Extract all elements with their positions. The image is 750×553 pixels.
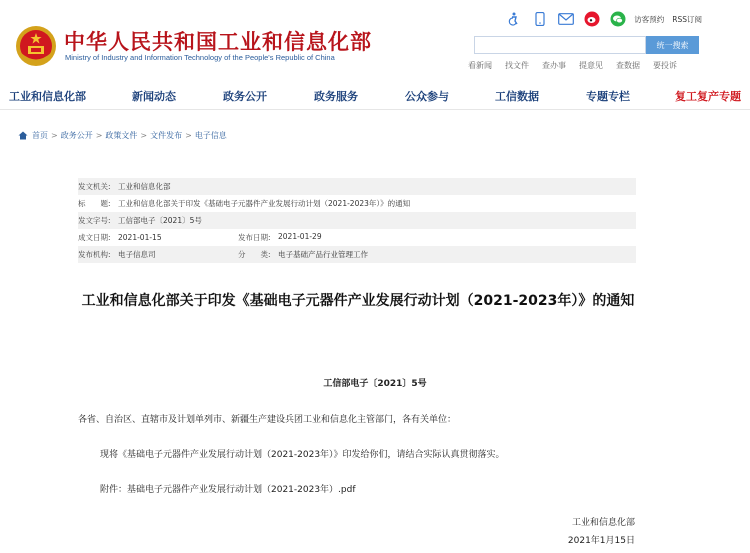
- article-title: 工业和信息化部关于印发《基础电子元器件产业发展行动计划（2021-2023年）》的通知: [81, 293, 635, 309]
- nav-item-topics[interactable]: 专题专栏: [586, 90, 630, 103]
- written-date-value: 2021-01-15: [118, 233, 162, 242]
- national-emblem-icon[interactable]: [14, 24, 58, 68]
- breadcrumb-separator: >: [51, 131, 58, 140]
- breadcrumb-separator: >: [185, 131, 192, 140]
- info-row-docno: [78, 212, 636, 229]
- main-nav: [0, 82, 750, 110]
- search-bar: [474, 36, 699, 54]
- nav-item-home[interactable]: 工业和信息化部: [9, 90, 86, 103]
- issuer-label: 发文机关:: [78, 182, 111, 191]
- top-links: [496, 10, 702, 28]
- site-subtitle: Ministry of Industry and Information Technology of the People's Republic of China: [65, 53, 335, 62]
- quick-link-complaint[interactable]: 要投诉: [653, 61, 677, 70]
- article-signature: 工业和信息化部: [571, 518, 635, 528]
- article-docno: 工信部电子〔2021〕5号: [323, 379, 427, 389]
- article-body: 现将《基础电子元器件产业发展行动计划（2021-2023年）》印发给你们，请结合实际认真贯彻落实。: [100, 450, 505, 460]
- category-value: 电子基础产品行业管理工作: [278, 250, 368, 259]
- breadcrumb-release[interactable]: 文件发布: [150, 131, 183, 140]
- site-title[interactable]: 中华人民共和国工业和信息化部: [64, 30, 372, 54]
- published-date-value: 2021-01-29: [278, 232, 322, 241]
- org-label: 发布机构:: [78, 250, 111, 259]
- category: [238, 249, 368, 260]
- nav-item-news[interactable]: 新闻动态: [132, 90, 176, 103]
- site-header: [0, 0, 750, 78]
- docno-value: 工信部电子〔2021〕5号: [118, 216, 202, 225]
- nav-item-participation[interactable]: 公众参与: [405, 90, 449, 103]
- nav-item-data[interactable]: 工信数据: [495, 90, 539, 103]
- nav-item-services[interactable]: 政务服务: [314, 90, 358, 103]
- issuer-value: 工业和信息化部: [118, 182, 171, 191]
- weibo-icon[interactable]: [584, 11, 600, 27]
- title-label: 标 题:: [78, 199, 111, 208]
- quick-link-data[interactable]: 查数据: [616, 61, 640, 70]
- document-info-table: [78, 178, 636, 263]
- nav-item-open-government[interactable]: 政务公开: [223, 90, 267, 103]
- accessibility-icon[interactable]: [506, 11, 522, 27]
- breadcrumb-home[interactable]: 首页: [32, 131, 48, 140]
- info-row-org: [78, 246, 636, 263]
- quick-links: [468, 60, 690, 71]
- quick-link-news[interactable]: 看新闻: [468, 61, 492, 70]
- search-button[interactable]: 统一搜索: [646, 36, 699, 54]
- breadcrumb: [18, 130, 227, 141]
- article-date: 2021年1月15日: [567, 536, 635, 546]
- article-addressee: 各省、自治区、直辖市及计划单列市、新疆生产建设兵团工业和信息化主管部门，各有关单位：: [78, 415, 457, 425]
- info-row-dates: [78, 229, 636, 246]
- visitor-appointment-link[interactable]: 访客预约: [634, 14, 665, 24]
- quick-link-files[interactable]: 找文件: [505, 61, 529, 70]
- published-date: [238, 232, 322, 243]
- info-row-title: [78, 195, 636, 212]
- nav-item-resumption[interactable]: 复工复产专题: [675, 90, 741, 103]
- docno-label: 发文字号:: [78, 216, 111, 225]
- search-input[interactable]: [474, 36, 646, 54]
- org-value: 电子信息司: [118, 250, 156, 259]
- breadcrumb-open-government[interactable]: 政务公开: [60, 131, 93, 140]
- published-date-label: 发布日期:: [238, 233, 271, 242]
- breadcrumb-policy[interactable]: 政策文件: [105, 131, 138, 140]
- article-attachment-link[interactable]: 附件：基础电子元器件产业发展行动计划（2021-2023年）.pdf: [100, 485, 356, 495]
- wechat-icon[interactable]: [610, 11, 626, 27]
- title-value: 工业和信息化部关于印发《基础电子元器件产业发展行动计划（2021-2023年）》的通知: [118, 199, 411, 208]
- quick-link-feedback[interactable]: 提意见: [579, 61, 603, 70]
- home-icon: [18, 131, 28, 140]
- breadcrumb-separator: >: [140, 131, 148, 140]
- breadcrumb-separator: >: [95, 131, 103, 140]
- info-row-issuer: [78, 178, 636, 195]
- written-date-label: 成文日期:: [78, 233, 111, 242]
- mobile-icon[interactable]: [532, 11, 548, 27]
- quick-link-services[interactable]: 查办事: [542, 61, 566, 70]
- rss-link[interactable]: RSS订阅: [672, 14, 702, 24]
- mail-icon[interactable]: [558, 11, 574, 27]
- breadcrumb-electronics[interactable]: 电子信息: [194, 131, 227, 140]
- category-label: 分 类:: [238, 250, 271, 259]
